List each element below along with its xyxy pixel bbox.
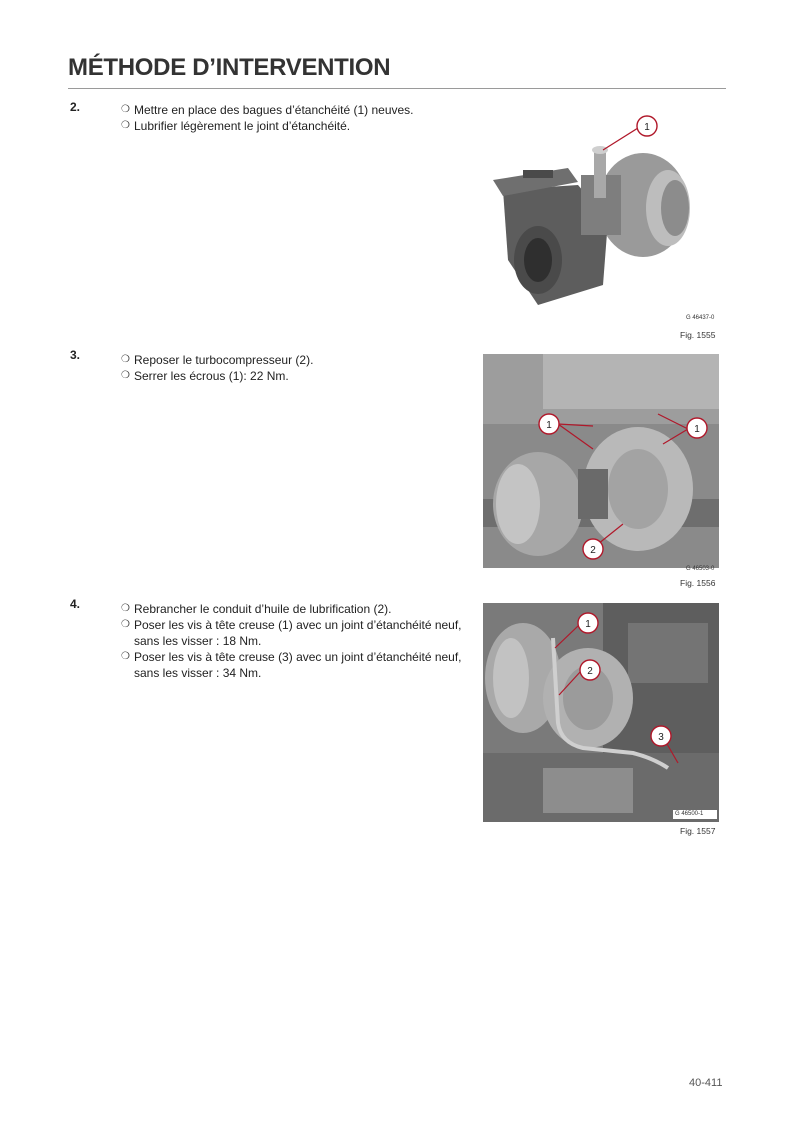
step-number: 2. (70, 100, 81, 114)
instruction-item: ❍ Poser les vis à tête creuse (3) avec un joint d’étanchéité neuf, sans les visser : 34 Nm. (121, 650, 462, 680)
callout-label: 3 (658, 732, 664, 743)
instruction-item: ❍ Poser les vis à tête creuse (1) avec un joint d’étanchéité neuf, sans les visser : 18 Nm. (121, 618, 462, 648)
turbocharger-installed-photo (483, 354, 719, 568)
step-number: 3. (70, 348, 81, 362)
page-title: MÉTHODE D’INTERVENTION (68, 54, 391, 81)
bullet-icon: ❍ (121, 603, 130, 614)
bullet-icon: ❍ (121, 619, 130, 630)
bullet-icon: ❍ (121, 370, 130, 381)
instruction-item: ❍ Mettre en place des bagues d’étanchéité (1) neuves. (121, 103, 414, 117)
instruction-item: ❍ Lubrifier légèrement le joint d’étanchéité. (121, 119, 351, 133)
figure-caption: Fig. 1555 (680, 330, 716, 340)
instruction-item: ❍ Reposer le turbocompresseur (2). (121, 353, 314, 367)
bullet-icon: ❍ (121, 354, 130, 365)
callout-label: 2 (587, 666, 593, 677)
turbocharger-seal-rings-photo (483, 110, 719, 320)
callout-label: 1 (694, 424, 700, 435)
bullet-icon: ❍ (121, 104, 130, 115)
image-code: G 46437-0 (686, 315, 715, 321)
oil-line-connection-photo (483, 603, 719, 822)
page-number: 40-411 (689, 1077, 723, 1089)
image-code: G 46503-0 (686, 566, 715, 572)
instruction-item: ❍ Serrer les écrous (1): 22 Nm. (121, 369, 289, 383)
figure-caption: Fig. 1556 (680, 578, 716, 588)
bullet-icon: ❍ (121, 651, 130, 662)
bullet-icon: ❍ (121, 120, 130, 131)
image-code: G 46500-1 (675, 811, 704, 817)
callout-label: 1 (644, 122, 650, 133)
callout-label: 1 (546, 420, 552, 431)
callout-label: 2 (590, 545, 596, 556)
title-divider (68, 88, 726, 89)
figure-caption: Fig. 1557 (680, 826, 716, 836)
step-number: 4. (70, 597, 81, 611)
step-instructions (121, 601, 473, 681)
instruction-item: ❍ Rebrancher le conduit d’huile de lubrification (2). (121, 602, 392, 616)
step-instructions (121, 352, 473, 384)
step-instructions (121, 102, 473, 134)
callout-label: 1 (585, 619, 591, 630)
